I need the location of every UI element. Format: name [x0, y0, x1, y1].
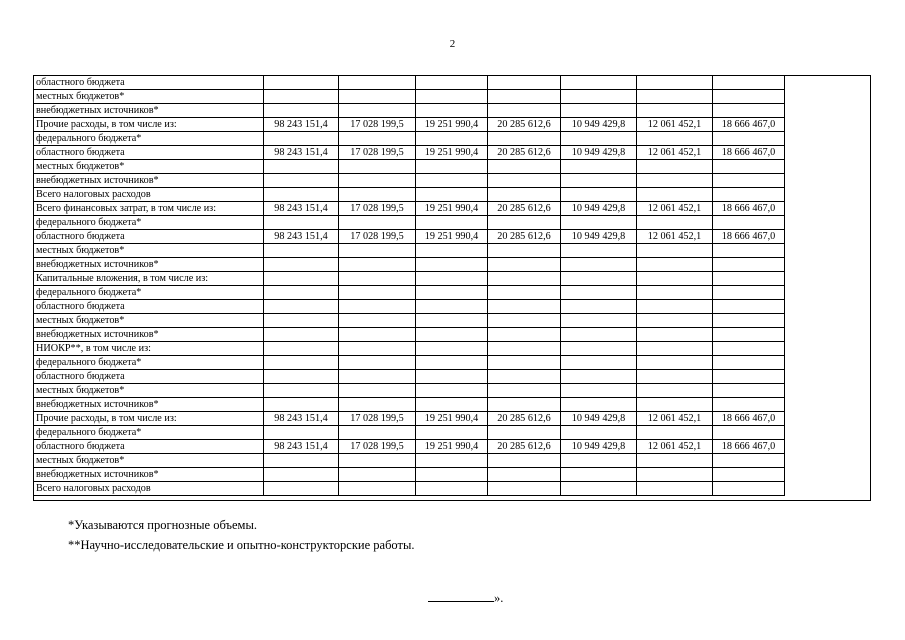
- table-row: [34, 370, 785, 384]
- table-cell: 98 243 151,4: [264, 412, 339, 426]
- table-cell: [637, 104, 713, 118]
- table-cell: [561, 174, 637, 188]
- table-cell: [488, 174, 561, 188]
- table-cell: [488, 300, 561, 314]
- table-row: [34, 216, 785, 230]
- closing-mark: [428, 590, 503, 606]
- table-cell: 12 061 452,1: [637, 412, 713, 426]
- table-cell: [637, 356, 713, 370]
- table-cell: [416, 132, 488, 146]
- table-cell: [713, 342, 785, 356]
- table-cell: 12 061 452,1: [637, 118, 713, 132]
- table-cell: [264, 356, 339, 370]
- table-cell: [561, 244, 637, 258]
- table-cell: [713, 258, 785, 272]
- table-row: [34, 90, 785, 104]
- table-cell: [561, 104, 637, 118]
- row-label: внебюджетных источников*: [34, 328, 264, 342]
- table-cell: [713, 216, 785, 230]
- table-cell: [339, 76, 416, 90]
- table-cell: [637, 384, 713, 398]
- table-cell: 17 028 199,5: [339, 202, 416, 216]
- table-cell: [561, 342, 637, 356]
- table-cell: [488, 258, 561, 272]
- table-cell: [264, 300, 339, 314]
- table-cell: [713, 398, 785, 412]
- table-cell: 18 666 467,0: [713, 412, 785, 426]
- table-cell: [637, 188, 713, 202]
- budget-table: [33, 75, 785, 496]
- table-row: [34, 426, 785, 440]
- table-cell: [561, 370, 637, 384]
- table-cell: [561, 300, 637, 314]
- table-cell: [713, 426, 785, 440]
- table-cell: [637, 468, 713, 482]
- table-cell: 20 285 612,6: [488, 202, 561, 216]
- table-cell: [713, 328, 785, 342]
- table-cell: [339, 426, 416, 440]
- table-cell: [339, 356, 416, 370]
- table-cell: [713, 76, 785, 90]
- table-cell: [339, 370, 416, 384]
- table-cell: [488, 342, 561, 356]
- table-cell: [339, 286, 416, 300]
- table-cell: [264, 132, 339, 146]
- table-cell: 10 949 429,8: [561, 440, 637, 454]
- table-cell: 17 028 199,5: [339, 118, 416, 132]
- table-cell: [264, 468, 339, 482]
- table-cell: [416, 258, 488, 272]
- table-cell: [339, 272, 416, 286]
- table-cell: [561, 160, 637, 174]
- table-cell: 18 666 467,0: [713, 118, 785, 132]
- table-row: [34, 160, 785, 174]
- table-cell: [339, 244, 416, 258]
- table-cell: [416, 370, 488, 384]
- table-cell: [416, 244, 488, 258]
- table-cell: [488, 216, 561, 230]
- table-cell: 98 243 151,4: [264, 118, 339, 132]
- table-cell: [488, 426, 561, 440]
- table-cell: [488, 398, 561, 412]
- table-cell: 19 251 990,4: [416, 118, 488, 132]
- row-label: внебюджетных источников*: [34, 468, 264, 482]
- table-cell: 98 243 151,4: [264, 440, 339, 454]
- table-cell: 18 666 467,0: [713, 146, 785, 160]
- footnote-rnd: **Научно-исследовательские и опытно-конструкторские работы.: [68, 538, 415, 552]
- table-cell: [264, 244, 339, 258]
- table-cell: [264, 286, 339, 300]
- row-label: федерального бюджета*: [34, 426, 264, 440]
- table-cell: 18 666 467,0: [713, 230, 785, 244]
- row-label: Прочие расходы, в том числе из:: [34, 118, 264, 132]
- table-row: [34, 76, 785, 90]
- table-cell: [416, 454, 488, 468]
- table-cell: [637, 328, 713, 342]
- row-label: Капитальные вложения, в том числе из:: [34, 272, 264, 286]
- table-row: [34, 412, 785, 426]
- table-cell: [713, 454, 785, 468]
- table-cell: [713, 188, 785, 202]
- table-cell: [637, 132, 713, 146]
- table-cell: 10 949 429,8: [561, 230, 637, 244]
- table-cell: [713, 160, 785, 174]
- table-cell: 17 028 199,5: [339, 440, 416, 454]
- table-cell: [339, 90, 416, 104]
- table-cell: 19 251 990,4: [416, 230, 488, 244]
- table-cell: 10 949 429,8: [561, 146, 637, 160]
- table-cell: [713, 300, 785, 314]
- table-cell: [264, 272, 339, 286]
- row-label: областного бюджета: [34, 370, 264, 384]
- table-cell: [264, 104, 339, 118]
- table-cell: [416, 314, 488, 328]
- table-row: [34, 440, 785, 454]
- table-cell: [339, 188, 416, 202]
- table-cell: [264, 314, 339, 328]
- table-cell: [339, 174, 416, 188]
- table-cell: 12 061 452,1: [637, 440, 713, 454]
- table-cell: [637, 160, 713, 174]
- row-label: областного бюджета: [34, 230, 264, 244]
- table-cell: [713, 314, 785, 328]
- table-cell: [416, 90, 488, 104]
- table-cell: 19 251 990,4: [416, 202, 488, 216]
- table-cell: [339, 216, 416, 230]
- table-cell: [561, 188, 637, 202]
- table-cell: [416, 300, 488, 314]
- table-cell: [416, 286, 488, 300]
- row-label: местных бюджетов*: [34, 244, 264, 258]
- row-label: областного бюджета: [34, 440, 264, 454]
- table-cell: 98 243 151,4: [264, 202, 339, 216]
- table-cell: [637, 370, 713, 384]
- table-cell: [416, 272, 488, 286]
- table-row: [34, 314, 785, 328]
- table-cell: [488, 356, 561, 370]
- table-row: [34, 286, 785, 300]
- table-cell: [637, 272, 713, 286]
- table-cell: [264, 216, 339, 230]
- row-label: внебюджетных источников*: [34, 398, 264, 412]
- table-cell: [713, 90, 785, 104]
- table-row: [34, 244, 785, 258]
- table-cell: [637, 314, 713, 328]
- table-row: [34, 398, 785, 412]
- table-cell: [561, 328, 637, 342]
- table-cell: [264, 76, 339, 90]
- table-cell: 19 251 990,4: [416, 440, 488, 454]
- table-cell: [416, 104, 488, 118]
- table-cell: [561, 272, 637, 286]
- table-cell: [561, 258, 637, 272]
- table-cell: [637, 342, 713, 356]
- table-cell: [339, 132, 416, 146]
- row-label: Прочие расходы, в том числе из:: [34, 412, 264, 426]
- table-cell: 12 061 452,1: [637, 202, 713, 216]
- table-cell: [264, 188, 339, 202]
- row-label: внебюджетных источников*: [34, 104, 264, 118]
- row-label: НИОКР**, в том числе из:: [34, 342, 264, 356]
- table-cell: [713, 174, 785, 188]
- table-cell: 17 028 199,5: [339, 146, 416, 160]
- table-cell: [488, 314, 561, 328]
- table-cell: [713, 132, 785, 146]
- table-cell: [561, 216, 637, 230]
- table-row: [34, 230, 785, 244]
- table-cell: [713, 244, 785, 258]
- table-cell: [416, 342, 488, 356]
- table-row: [34, 300, 785, 314]
- table-cell: [637, 426, 713, 440]
- table-cell: 17 028 199,5: [339, 230, 416, 244]
- table-cell: [488, 482, 561, 496]
- table-cell: [561, 76, 637, 90]
- table-cell: [416, 76, 488, 90]
- table-cell: [637, 286, 713, 300]
- table-cell: [264, 174, 339, 188]
- row-label: местных бюджетов*: [34, 314, 264, 328]
- table-cell: [488, 468, 561, 482]
- table-cell: 98 243 151,4: [264, 146, 339, 160]
- table-cell: [416, 384, 488, 398]
- table-cell: [637, 454, 713, 468]
- table-cell: [339, 482, 416, 496]
- table-cell: [416, 356, 488, 370]
- table-row: [34, 146, 785, 160]
- row-label: федерального бюджета*: [34, 286, 264, 300]
- table-cell: [339, 104, 416, 118]
- table-cell: [339, 258, 416, 272]
- table-cell: [416, 216, 488, 230]
- table-cell: [339, 468, 416, 482]
- table-cell: [339, 342, 416, 356]
- row-label: областного бюджета: [34, 300, 264, 314]
- table-cell: [488, 286, 561, 300]
- table-cell: 19 251 990,4: [416, 412, 488, 426]
- table-cell: [416, 328, 488, 342]
- closing-underline: [428, 590, 494, 602]
- table-cell: 20 285 612,6: [488, 118, 561, 132]
- table-cell: 17 028 199,5: [339, 412, 416, 426]
- row-label: Всего налоговых расходов: [34, 188, 264, 202]
- table-cell: [416, 468, 488, 482]
- table-cell: [416, 482, 488, 496]
- table-cell: [264, 160, 339, 174]
- row-label: федерального бюджета*: [34, 216, 264, 230]
- table-cell: [637, 76, 713, 90]
- table-cell: [416, 160, 488, 174]
- table-row: [34, 384, 785, 398]
- table-cell: [488, 132, 561, 146]
- table-cell: [416, 174, 488, 188]
- table-cell: [637, 398, 713, 412]
- table-cell: [339, 160, 416, 174]
- table-cell: [264, 384, 339, 398]
- table-cell: [713, 482, 785, 496]
- table-cell: [561, 286, 637, 300]
- table-cell: [488, 188, 561, 202]
- row-label: местных бюджетов*: [34, 160, 264, 174]
- table-cell: [264, 426, 339, 440]
- table-cell: [339, 454, 416, 468]
- table-cell: [637, 244, 713, 258]
- table-cell: [488, 104, 561, 118]
- table-cell: [561, 454, 637, 468]
- table-cell: [416, 188, 488, 202]
- row-label: местных бюджетов*: [34, 90, 264, 104]
- footnote-forecast: *Указываются прогнозные объемы.: [68, 518, 257, 532]
- row-label: местных бюджетов*: [34, 454, 264, 468]
- table-cell: [488, 160, 561, 174]
- table-row: [34, 342, 785, 356]
- table-row: [34, 104, 785, 118]
- page-number: 2: [449, 38, 456, 50]
- table-cell: [561, 132, 637, 146]
- table-cell: 12 061 452,1: [637, 230, 713, 244]
- table-cell: [561, 384, 637, 398]
- table-cell: [561, 426, 637, 440]
- table-cell: 20 285 612,6: [488, 230, 561, 244]
- table-row: [34, 118, 785, 132]
- table-row: [34, 202, 785, 216]
- table-cell: [713, 384, 785, 398]
- table-cell: [561, 356, 637, 370]
- table-row: [34, 174, 785, 188]
- row-label: внебюджетных источников*: [34, 258, 264, 272]
- table-cell: [339, 398, 416, 412]
- row-label: внебюджетных источников*: [34, 174, 264, 188]
- table-cell: [264, 90, 339, 104]
- table-cell: [264, 482, 339, 496]
- table-cell: 10 949 429,8: [561, 412, 637, 426]
- table-cell: [488, 384, 561, 398]
- table-cell: 18 666 467,0: [713, 202, 785, 216]
- table-cell: [416, 426, 488, 440]
- table-cell: [713, 370, 785, 384]
- row-label: областного бюджета: [34, 76, 264, 90]
- table-cell: [488, 76, 561, 90]
- table-cell: [561, 90, 637, 104]
- table-cell: [264, 342, 339, 356]
- table-cell: [488, 90, 561, 104]
- table-row: [34, 328, 785, 342]
- table-cell: [713, 356, 785, 370]
- table-cell: [561, 468, 637, 482]
- table-cell: [637, 174, 713, 188]
- table-cell: [488, 272, 561, 286]
- table-row: [34, 188, 785, 202]
- table-cell: [264, 398, 339, 412]
- table-cell: [713, 286, 785, 300]
- table-cell: [488, 244, 561, 258]
- table-row: [34, 258, 785, 272]
- table-cell: 20 285 612,6: [488, 440, 561, 454]
- table-cell: [264, 258, 339, 272]
- table-cell: 18 666 467,0: [713, 440, 785, 454]
- table-cell: [488, 370, 561, 384]
- table-cell: [488, 328, 561, 342]
- table-cell: 12 061 452,1: [637, 146, 713, 160]
- table-cell: [264, 370, 339, 384]
- table-cell: [264, 328, 339, 342]
- table-row: [34, 272, 785, 286]
- table-cell: [339, 384, 416, 398]
- table-cell: [488, 454, 561, 468]
- table-cell: [561, 482, 637, 496]
- table-cell: 20 285 612,6: [488, 146, 561, 160]
- table-cell: [637, 90, 713, 104]
- table-cell: [561, 314, 637, 328]
- table-cell: [339, 314, 416, 328]
- table-cell: 19 251 990,4: [416, 146, 488, 160]
- table-cell: 10 949 429,8: [561, 118, 637, 132]
- table-cell: [561, 398, 637, 412]
- row-label: федерального бюджета*: [34, 132, 264, 146]
- table-cell: 20 285 612,6: [488, 412, 561, 426]
- row-label: Всего налоговых расходов: [34, 482, 264, 496]
- table-row: [34, 468, 785, 482]
- table-row: [34, 132, 785, 146]
- table-cell: [713, 104, 785, 118]
- table-row: [34, 454, 785, 468]
- table-cell: 98 243 151,4: [264, 230, 339, 244]
- table-cell: [637, 482, 713, 496]
- table-cell: 10 949 429,8: [561, 202, 637, 216]
- table-row: [34, 482, 785, 496]
- table-cell: [713, 272, 785, 286]
- row-label: областного бюджета: [34, 146, 264, 160]
- table-cell: [339, 300, 416, 314]
- closing-suffix: ».: [494, 591, 504, 605]
- row-label: Всего финансовых затрат, в том числе из:: [34, 202, 264, 216]
- table-cell: [637, 258, 713, 272]
- table-cell: [637, 216, 713, 230]
- table-cell: [416, 398, 488, 412]
- row-label: федерального бюджета*: [34, 356, 264, 370]
- table-cell: [339, 328, 416, 342]
- table-cell: [264, 454, 339, 468]
- table-cell: [713, 468, 785, 482]
- row-label: местных бюджетов*: [34, 384, 264, 398]
- table-row: [34, 356, 785, 370]
- table-cell: [637, 300, 713, 314]
